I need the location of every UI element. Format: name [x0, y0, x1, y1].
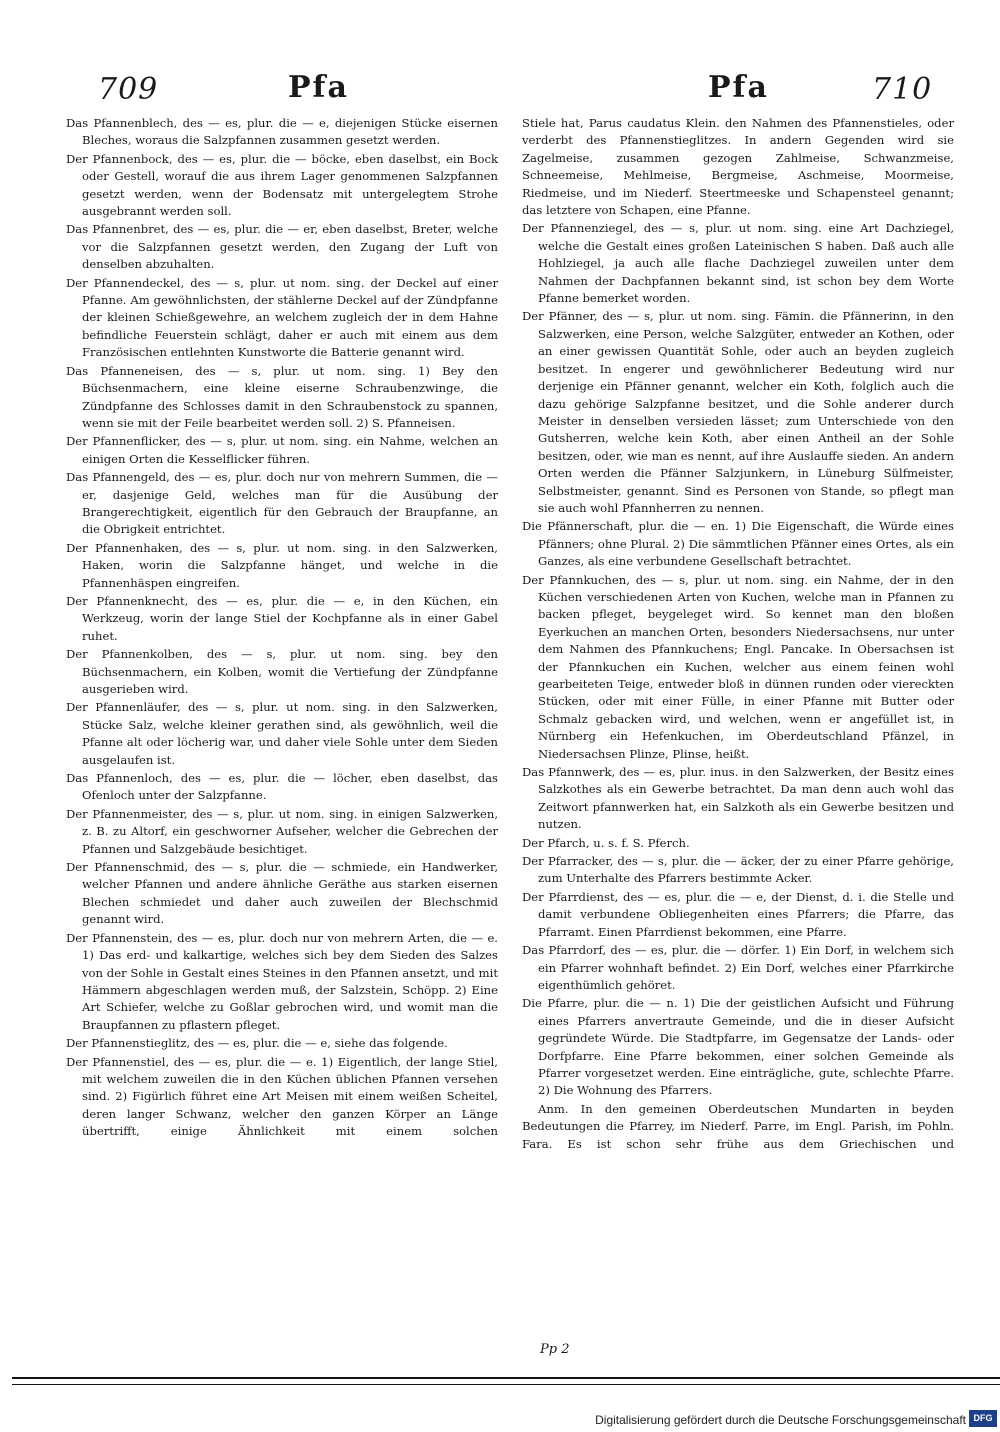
dictionary-entry: Das Pfarrdorf, des — es, plur. die — dörfer. 1) Ein Dorf, in welchem sich ein Pfarrer wohnhaft befindet. 2) Ein Dorf, welches einer Pfarrkirche eigenthümlich gehöret.	[522, 943, 954, 992]
dictionary-entry: Der Pfannenkolben, des — s, plur. ut nom. sing. bey den Büchsenmachern, ein Kolben, womit die Vertiefung der Zündpfanne ausgerieben wird.	[66, 647, 498, 696]
page-bottom-rule	[12, 1377, 1000, 1379]
dictionary-entry: Der Pfarrdienst, des — es, plur. die — e, der Dienst, d. i. die Stelle und damit verbundene Obliegenheiten eines Pfarrers; die Pfarre, das Pfarramt. Einen Pfarrdienst bekommen, eine Pfarre.	[522, 889, 954, 939]
dictionary-entry-continued: Stiele hat, Parus caudatus Klein. den Nahmen des Pfannenstieles, oder verderbt des Pfannenstieglitzes. In andern Gegenden wird sie Zagelmeise, zusammen gezogen Zahlmeise, Schwanzmeise, Schneemeise, Mehlmeise, Bergmeise, Aschmeise, Moormeise, Riedmeise, und im Niederf. Steertmeeske und Schapensteel genannt; das letztere von Schapen, eine Pfanne.	[522, 116, 954, 218]
dictionary-entry: Der Pfannenhaken, des — s, plur. ut nom. sing. in den Salzwerken, Haken, worin die Salzpfanne hänget, und welche in die Pfannenhäspen eingreifen.	[66, 540, 498, 590]
dictionary-note: Anm. In den gemeinen Oberdeutschen Mundarten in beyden Bedeutungen die Pfarrey, im Niederf. Parre, im Engl. Parish, im Pohln. Fara. Es ist schon sehr frühe aus dem Griechischen und	[522, 1101, 954, 1151]
left-column	[66, 115, 498, 1142]
dictionary-entry: Der Pfannenschmid, des — s, plur. die — schmiede, ein Handwerker, welcher Pfannen und andere ähnliche Geräthe aus starken eisernen Blechen schmiedet und daher auch zuweilen der Blechschmid genannt wird.	[66, 860, 498, 927]
digitization-credit: Digitalisierung gefördert durch die Deutsche Forschungsgemeinschaft	[595, 1413, 966, 1427]
running-head-right: Pfa	[708, 70, 769, 105]
dictionary-entry: Der Pfannkuchen, des — s, plur. ut nom. sing. ein Nahme, der in den Küchen verschiedenen Arten von Kuchen, welche man in Pfannen zu backen pfleget, beygeleget wird. So kennet man den bloßen Eyerkuchen an manchen Orten, besonders Niedersachsens, nur unter dem Nahmen des Pfannkuchens; Engl. Pancake. In Obersachsen ist der Pfannkuchen ein Kuchen, welcher aus einem feinen wohl gearbeiteten Teige, entweder bloß in dünnen runden oder viereckten Stücken, oder mit einer Fülle, in einer Pfanne mit Butter oder Schmalz gebacken wird, und welchen, wenn er angefüllet ist, in Nürnberg ein Hefenkuchen, im Oberdeutschland Pfänzel, in Niedersachsen Plinze, Plinse, heißt.	[522, 572, 954, 761]
dictionary-entry: Der Pfarch, u. s. f. S. Pferch.	[522, 835, 690, 850]
dictionary-entry: Das Pfanneneisen, des — s, plur. ut nom. sing. 1) Bey den Büchsenmachern, eine kleine eiserne Schraubenzwinge, die Zündpfanne des Schlosses damit in den Schraubenstock zu spannen, wenn sie mit der Feile bearbeitet werden soll. 2) S. Pfanneisen.	[66, 363, 498, 430]
dictionary-entry: Das Pfannenloch, des — es, plur. die — löcher, eben daselbst, das Ofenloch unter der Salzpfanne.	[66, 771, 498, 803]
dictionary-entry: Das Pfannengeld, des — es, plur. doch nur von mehrern Summen, die — er, dasjenige Geld, welches man für die Ausübung der Brangerechtigkeit, eigentlich für den Gebrauch der Braupfanne, an die Obrigkeit entrichtet.	[66, 470, 498, 537]
dictionary-entry: Der Pfannenläufer, des — s, plur. ut nom. sing. in den Salzwerken, Stücke Salz, welche kleiner gerathen sind, als gewöhnlich, weil die Pfanne alt oder löcherig war, und daher viele Sohle unter dem Sieden ausgelaufen ist.	[66, 700, 498, 767]
dictionary-entry: Das Pfannwerk, des — es, plur. inus. in den Salzwerken, der Besitz eines Salzkothes als ein Gewerbe betrachtet. Da man denn auch wohl das Zeitwort pfannwerken hat, ein Salzkoth als ein Gewerbe besitzen und nutzen.	[522, 765, 954, 832]
dictionary-entry: Das Pfannenbret, des — es, plur. die — er, eben daselbst, Breter, welche vor die Salzpfannen gesetzt werden, den Zugang der Luft von denselben abzuhalten.	[66, 222, 498, 272]
dictionary-entry: Der Pfannenziegel, des — s, plur. ut nom. sing. eine Art Dachziegel, welche die Gestalt eines großen Lateinischen S haben. Daß auch alle Hohlziegel, ja auch alle flache Dachziegel zuweilen unter dem Nahmen der Dachpfannen bekannt sind, ist schon bey dem Worte Pfanne bemerket worden.	[522, 221, 954, 306]
page-number-left: 709	[98, 72, 159, 107]
right-column	[522, 115, 954, 1154]
dictionary-entry: Der Pfannenflicker, des — s, plur. ut nom. sing. ein Nahme, welchen an einigen Orten die Kesselflicker führen.	[66, 434, 498, 466]
dictionary-entry: Der Pfänner, des — s, plur. ut nom. sing. Fämin. die Pfännerinn, in den Salzwerken, eine Person, welche Salzgüter, entweder an Kothen, oder an einer gewissen Quantität Sohle, oder auch an beyden zugleich besitzet. In engerer und gewöhnlicherer Bedeutung wird nur derjenige ein Pfänner genannt, welcher ein Koth, folglich auch die dazu gehörige Salzpfanne besitzet, und die Sohle anderer durch Meister in denselben versieden lässet; zum Unterschiede von den Gutsherren, welche kein Koth, aber einen Antheil an der Sohle besitzen, oder, wie man es nennt, auf ihre Auslauffe sieden. An andern Orten werden die Pfänner Salzjunkern, in Lüneburg Sülfmeister, Selbstmeister, genannt. Sind es Personen von Stande, so pflegt man sie auch wohl Pfannherren zu nennen.	[522, 309, 954, 515]
dictionary-entry: Der Pfannenstiel, des — es, plur. die — e. 1) Eigentlich, der lange Stiel, mit welchem zuweilen die in den Küchen üblichen Pfannen versehen sind. 2) Figürlich führet eine Art Meisen mit einem weißen Scheitel, deren langer Schwanz, welcher den ganzen Körper an Länge übertrifft, einige Ähnlichkeit mit einem solchen	[66, 1054, 498, 1139]
dictionary-entry: Der Pfannenknecht, des — es, plur. die — e, in den Küchen, ein Werkzeug, worin der lange Stiel der Kochpfanne als in einer Gabel ruhet.	[66, 593, 498, 643]
dictionary-entry: Der Pfannenstieglitz, des — es, plur. die — e, siehe das folgende.	[66, 1036, 448, 1051]
dictionary-entry: Die Pfännerschaft, plur. die — en. 1) Die Eigenschaft, die Würde eines Pfänners; ohne Plural. 2) Die sämmtlichen Pfänner eines Ortes, als ein Ganzes, als eine verbundene Gesellschaft betrachtet.	[522, 519, 954, 569]
dfg-logo: DFG	[969, 1410, 997, 1427]
page-bottom-rule-thin	[12, 1384, 1000, 1385]
page-number-right: 710	[872, 72, 933, 107]
dictionary-entry: Der Pfannenstein, des — es, plur. doch nur von mehrern Arten, die — e. 1) Das erd- und kalkartige, welches sich bey dem Sieden des Salzes von der Sohle in Gestalt eines Steines in den Pfannen ansetzt, und mit Hämmern abgeschlagen werden muß, der Salzstein, Schöpp. 2) Eine Art Schiefer, welche zu Goßlar gebrochen wird, und womit man die Braupfannen zu pflastern pfleget.	[66, 930, 498, 1032]
running-head-left: Pfa	[288, 70, 349, 105]
dictionary-entry: Der Pfannendeckel, des — s, plur. ut nom. sing. der Deckel auf einer Pfanne. Am gewöhnlichsten, der stählerne Deckel auf der Zündpfanne der kleinen Schießgewehre, an welchem zugleich der in dem Hahne befindliche Feuerstein schlägt, daher er auch mit einem aus dem Französischen entlehnten Kunstworte die Batterie genannt wird.	[66, 275, 498, 360]
dictionary-entry: Der Pfannenmeister, des — s, plur. ut nom. sing. in einigen Salzwerken, z. B. zu Altorf, ein geschworner Aufseher, welcher die Gebrechen der Pfannen und Salzgebäude besichtiget.	[66, 806, 498, 856]
dictionary-entry: Die Pfarre, plur. die — n. 1) Die der geistlichen Aufsicht und Führung eines Pfarrers anvertraute Gemeinde, und die in dieser Aufsicht gegründete Würde. Die Stadtpfarre, im Gegensatze der Lands- oder Dorfpfarre. Eine Pfarre bekommen, einer solchen Gemeinde als Pfarrer vorgesetzet werden. Eine einträgliche, gute, schlechte Pfarre. 2) Die Wohnung des Pfarrers.	[522, 996, 954, 1098]
signature-mark: Pp 2	[540, 1342, 570, 1357]
dictionary-entry: Der Pfarracker, des — s, plur. die — äcker, der zu einer Pfarre gehörige, zum Unterhalte des Pfarrers bestimmte Acker.	[522, 854, 954, 886]
dictionary-entry: Das Pfannenblech, des — es, plur. die — e, diejenigen Stücke eisernen Bleches, woraus die Salzpfannen zusammen gesetzt werden.	[66, 116, 498, 148]
dictionary-entry: Der Pfannenbock, des — es, plur. die — böcke, eben daselbst, ein Bock oder Gestell, worauf die aus ihrem Lager genommenen Salzpfannen gesetzt werden, wenn der Bodensatz mit untergelegtem Strohe ausgebrannt werden soll.	[66, 151, 498, 219]
